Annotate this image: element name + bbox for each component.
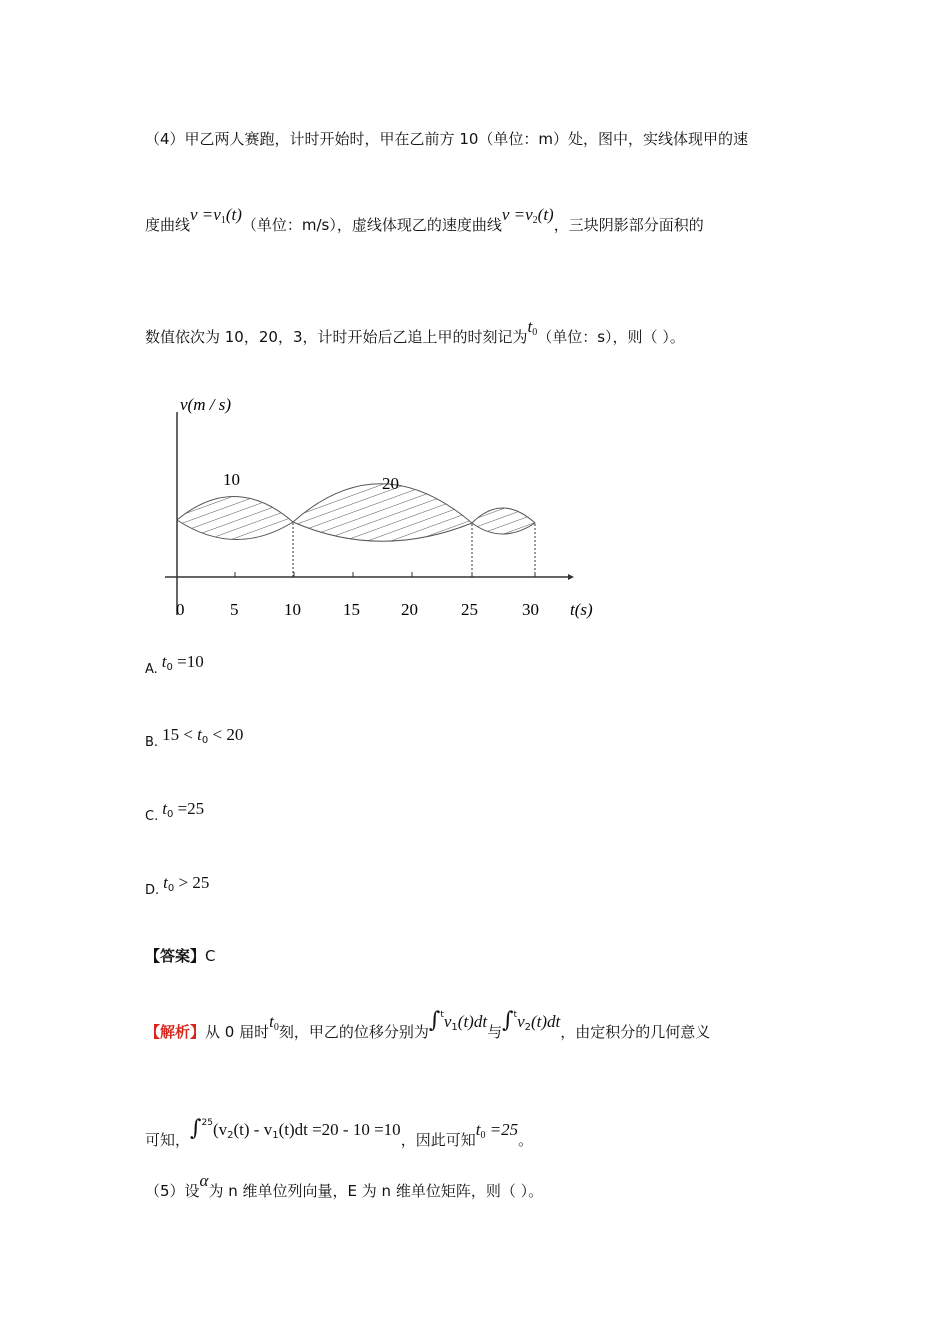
q4-line2-b: （单位：m/s），虚线体现乙的速度曲线 [241,216,502,234]
shaded-region-1 [177,496,293,539]
v1-sub: 1 [220,215,226,226]
option-c-t: t [162,799,167,818]
integral-1-tail: (t)dt [457,1012,488,1031]
t0-sub: 0 [532,327,538,338]
analysis-t0b [476,1120,518,1139]
velocity-figure [150,390,620,630]
q4-line2-a: 度曲线 [145,216,191,234]
analysis-t0b-sub: 0 [480,1130,486,1141]
integral-3-tail: (t)dt =20 - 10 =10 [278,1120,401,1139]
analysis-result: =25 [485,1120,519,1139]
integral-2-upper: t [513,1010,518,1020]
v2-formula [502,205,554,224]
option-a-label: A. [145,662,158,677]
integral-1-sub: 1 [451,1022,458,1033]
option-c-label: C. [145,809,159,824]
x-tick-label-20: 20 [401,600,418,619]
option-a[interactable] [145,652,204,677]
option-b-rest: < 20 [208,725,244,744]
alpha-symbol: α [199,1171,209,1190]
analysis-t0-sub: 0 [273,1022,279,1033]
option-d-t: t [163,873,168,892]
analysis-line1 [145,1008,711,1043]
answer-value: C [205,947,216,965]
analysis-text-c: 与 [487,1023,503,1041]
integral-sign-3: ∫ [190,1116,202,1141]
q4-line2-c: ，三块阴影部分面积的 [553,216,704,234]
integral-sign-1: ∫ [428,1008,441,1033]
option-b-t: t [197,725,202,744]
option-d-rest: > 25 [174,873,210,892]
v2-tail: (t) [537,205,554,224]
option-c[interactable] [145,799,205,824]
analysis-text-d: ，由定积分的几何意义 [560,1023,711,1041]
q4-line2 [145,205,704,236]
analysis-t0b-t: t [475,1120,481,1139]
area-label-10: 10 [223,470,240,489]
x-tick-label-5: 5 [230,600,239,619]
q5-text-b: 为 n 维单位列向量，E 为 n 维单位矩阵，则（ ）。 [208,1182,544,1200]
area-label-20: 20 [382,474,399,493]
q4-line1: （4）甲乙两人赛跑，计时开始时，甲在乙前方 10（单位：m）处，图中，实线体现甲的速 [145,130,749,148]
integral-3-mid: (t) - v [233,1120,273,1139]
option-c-rest: =25 [173,799,205,818]
option-b-sub: 0 [201,735,209,746]
option-c-sub: 0 [166,809,174,820]
analysis-end: 。 [518,1131,534,1149]
integral-sign-2: ∫ [502,1008,514,1033]
analysis-t0 [269,1012,279,1031]
x-tick-label-15: 15 [343,600,360,619]
integral-2 [502,1008,561,1033]
integral-3-sub2: 1 [272,1130,279,1141]
option-a-rest: =10 [172,652,204,671]
integral-2-sub: 2 [524,1022,531,1033]
v1-formula [190,205,242,224]
option-d-label: D. [145,883,160,898]
integral-2-v: v [517,1012,525,1031]
integral-3 [190,1116,401,1141]
option-b-pre: 15 < [162,725,198,744]
x-tick-label-25: 25 [461,600,478,619]
v1-tail: (t) [225,205,242,224]
q4-line3-a: 数值依次为 10，20，3，计时开始后乙追上甲的时刻记为 [145,328,528,346]
x-axis-arrow [568,574,574,580]
analysis-text-a: 从 0 届时 [205,1023,270,1041]
integral-3-sub1: 2 [227,1130,234,1141]
t0-symbol [528,317,538,336]
analysis-text-b: 刻，甲乙的位移分别为 [278,1023,429,1041]
answer-line [145,945,216,966]
q4-line3-b: （单位：s），则（ ）。 [537,328,685,346]
analysis-line2-a: 可知， [145,1131,191,1149]
option-b[interactable] [145,725,244,750]
v2-sub: 2 [532,215,538,226]
option-d[interactable] [145,873,210,898]
q4-line3 [145,317,685,348]
analysis-line2 [145,1116,534,1151]
integral-1-v: v [443,1012,452,1031]
integral-1-upper: t [440,1010,444,1020]
shaded-region-3 [472,508,535,534]
v2-symbol: v =v [501,205,533,224]
t0-t: t [527,317,533,336]
y-axis-label: v(m / s) [180,395,231,414]
analysis-tag: 【解析】 [145,1023,206,1041]
analysis-line2-b: ，因此可知 [400,1131,476,1149]
v1-symbol: v =v [190,205,221,224]
integral-3-body: (v [212,1120,228,1139]
integral-3-upper: 25 [201,1118,213,1128]
q5-text-a: （5）设 [145,1182,200,1200]
option-a-sub: 0 [166,662,173,673]
integral-2-tail: (t)dt [531,1012,561,1031]
analysis-t0-t: t [269,1012,274,1031]
option-d-sub: 0 [167,883,175,894]
x-tick-label-10: 10 [284,600,301,619]
option-a-t: t [161,652,167,671]
integral-1 [428,1008,488,1033]
option-b-label: B. [145,735,159,750]
x-tick-label-30: 30 [522,600,539,619]
x-axis-label: t(s) [570,600,593,619]
x-tick-label-0: 0 [176,600,185,619]
answer-tag: 【答案】 [145,947,206,965]
q5-line [145,1171,544,1201]
